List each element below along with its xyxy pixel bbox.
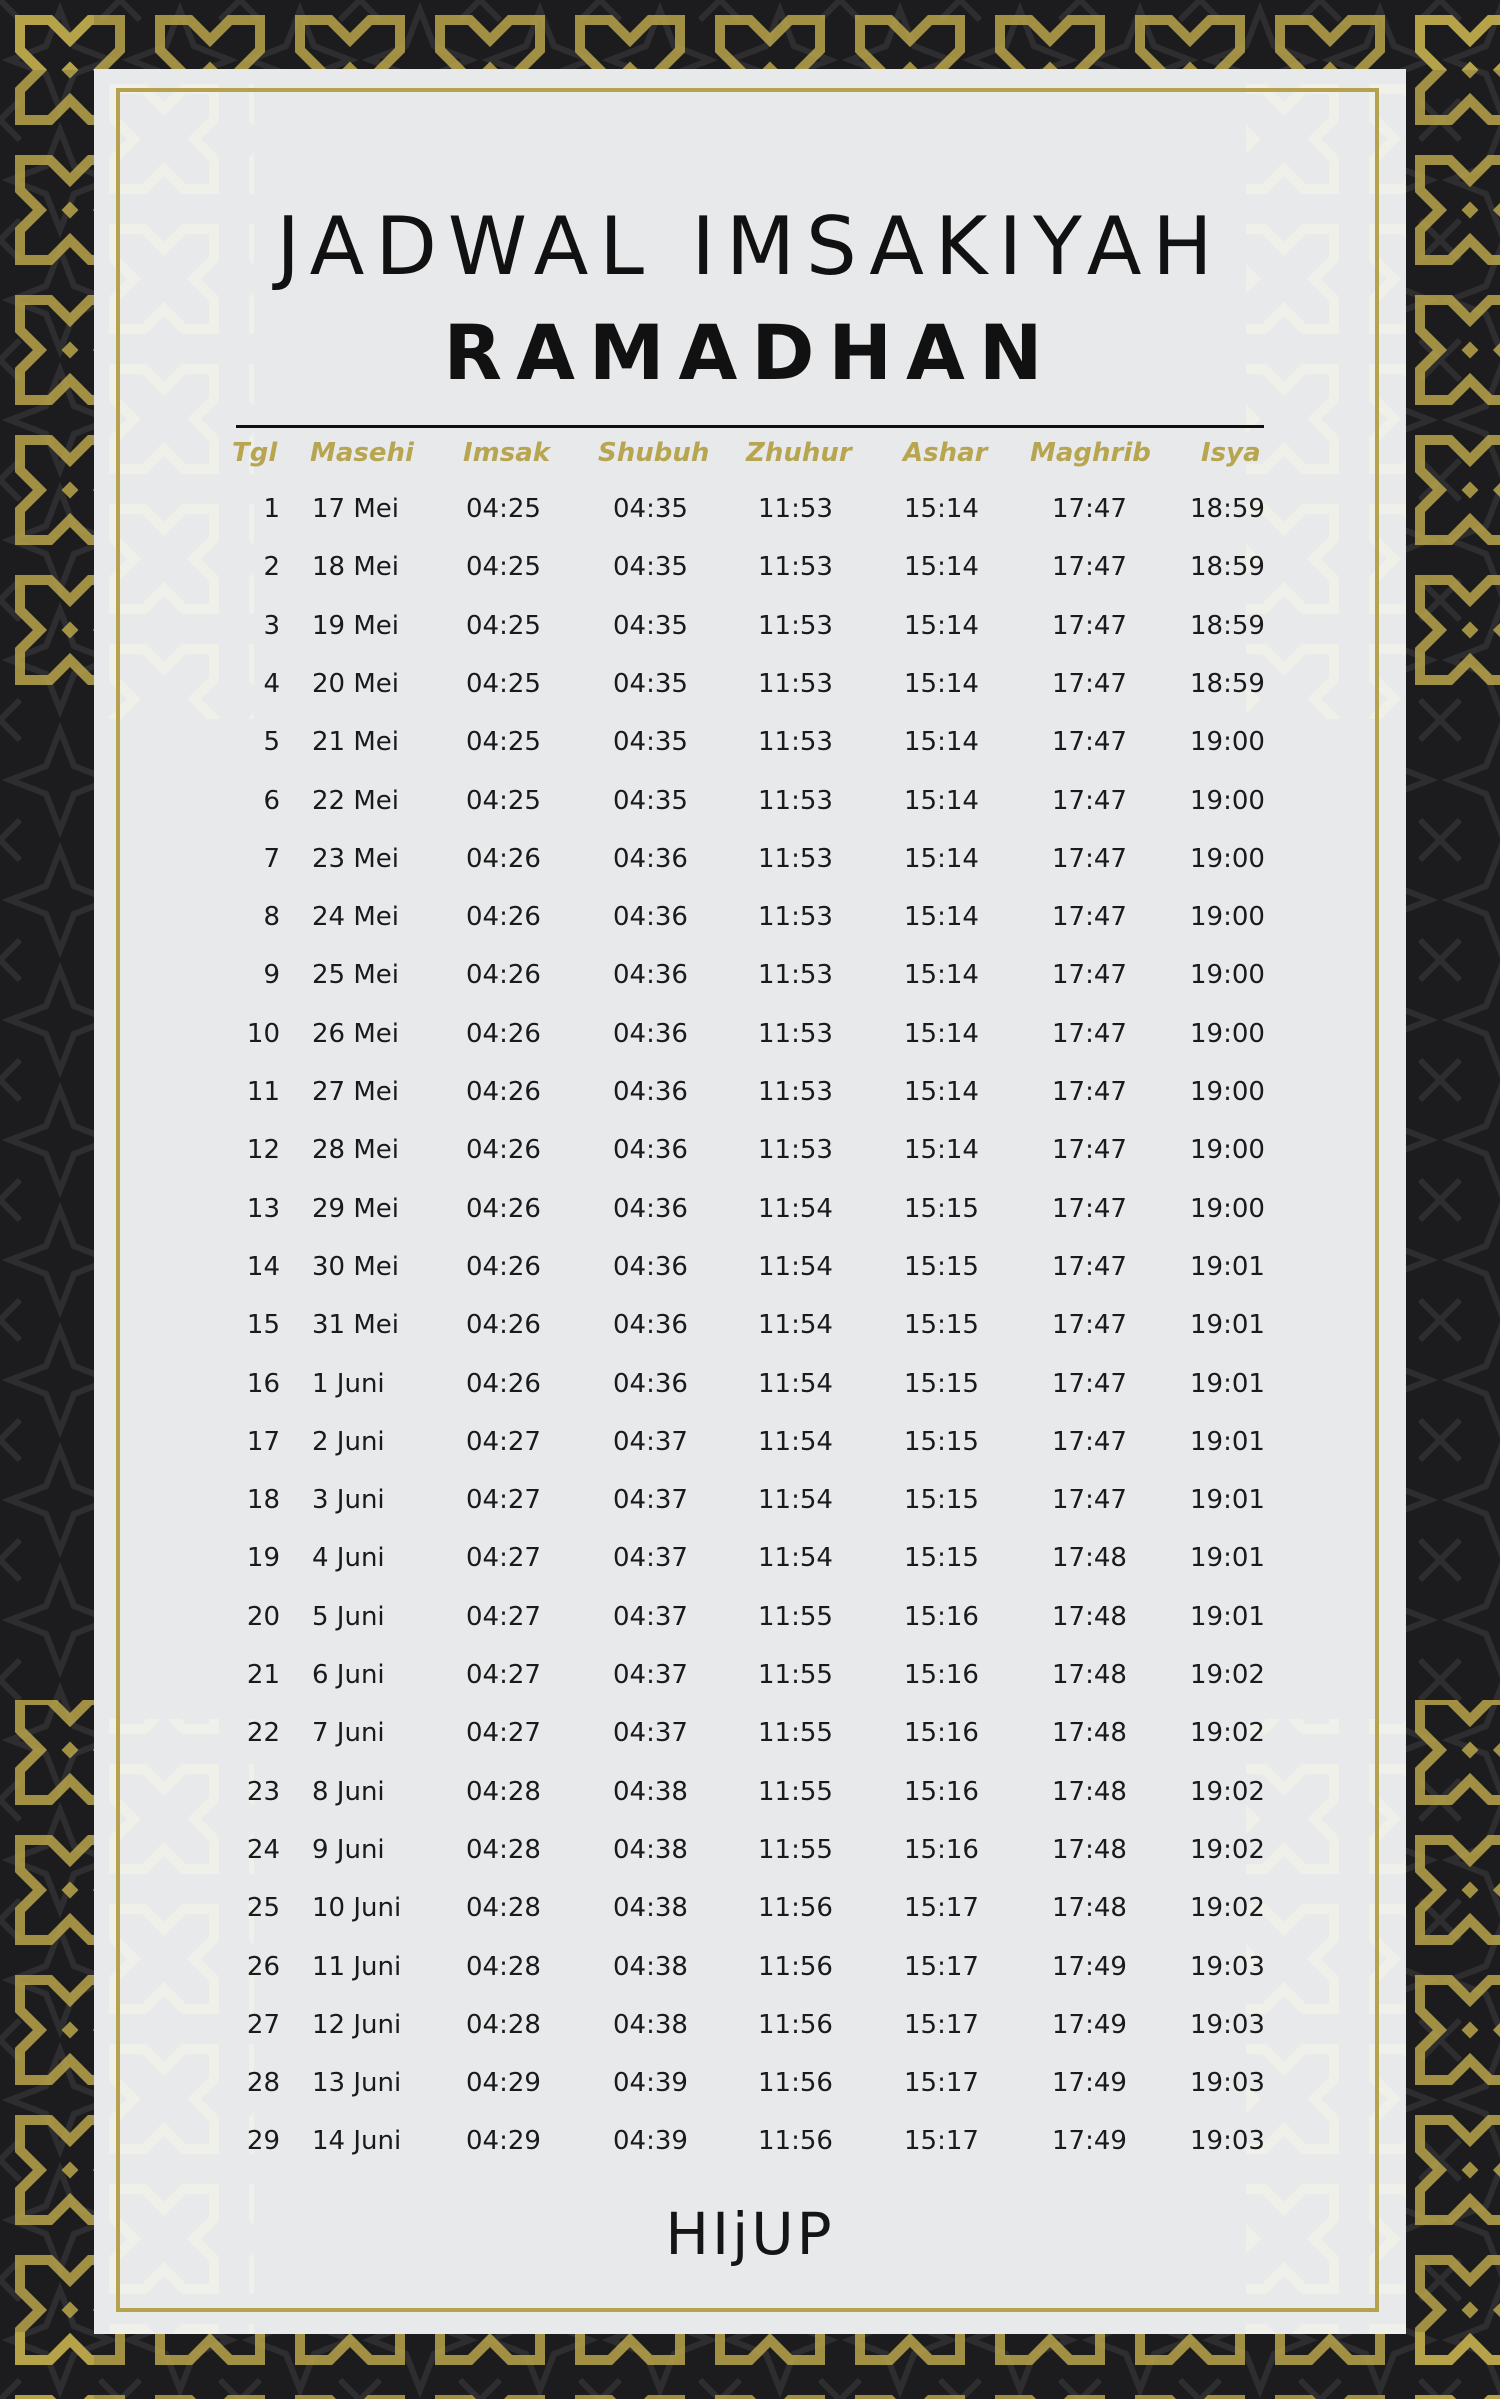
cell-maghrib: 17:47 bbox=[1052, 902, 1127, 932]
cell-maghrib: 17:49 bbox=[1052, 1952, 1127, 1982]
hijup-logo: HIjUP bbox=[665, 2200, 835, 2268]
cell-imsak: 04:26 bbox=[466, 1194, 541, 1224]
cell-ashar: 15:14 bbox=[904, 844, 979, 874]
cell-imsak: 04:25 bbox=[466, 611, 541, 641]
cell-shubuh: 04:39 bbox=[613, 2068, 688, 2098]
cell-zhuhur: 11:53 bbox=[758, 669, 833, 699]
cell-masehi: 6 Juni bbox=[312, 1660, 385, 1690]
cell-zhuhur: 11:55 bbox=[758, 1718, 833, 1748]
cell-isya: 19:02 bbox=[1190, 1835, 1265, 1865]
cell-shubuh: 04:35 bbox=[613, 669, 688, 699]
cell-masehi: 20 Mei bbox=[312, 669, 400, 699]
cell-isya: 19:03 bbox=[1190, 2068, 1265, 2098]
cell-imsak: 04:26 bbox=[466, 844, 541, 874]
cell-shubuh: 04:37 bbox=[613, 1660, 688, 1690]
cell-maghrib: 17:47 bbox=[1052, 727, 1127, 757]
cell-zhuhur: 11:54 bbox=[758, 1543, 833, 1573]
cell-shubuh: 04:37 bbox=[613, 1602, 688, 1632]
cell-isya: 19:03 bbox=[1190, 2010, 1265, 2040]
cell-ashar: 15:15 bbox=[904, 1252, 979, 1282]
cell-ashar: 15:16 bbox=[904, 1602, 979, 1632]
cell-isya: 18:59 bbox=[1190, 611, 1265, 641]
cell-shubuh: 04:36 bbox=[613, 1310, 688, 1340]
cell-maghrib: 17:48 bbox=[1052, 1602, 1127, 1632]
cell-ashar: 15:15 bbox=[904, 1194, 979, 1224]
cell-shubuh: 04:35 bbox=[613, 611, 688, 641]
cell-maghrib: 17:47 bbox=[1052, 960, 1127, 990]
cell-ashar: 15:15 bbox=[904, 1310, 979, 1340]
cell-masehi: 28 Mei bbox=[312, 1135, 400, 1165]
cell-masehi: 11 Juni bbox=[312, 1952, 402, 1982]
cell-imsak: 04:29 bbox=[466, 2126, 541, 2156]
cell-zhuhur: 11:53 bbox=[758, 1135, 833, 1165]
cell-zhuhur: 11:55 bbox=[758, 1602, 833, 1632]
cell-maghrib: 17:47 bbox=[1052, 844, 1127, 874]
cell-tgl: 1 bbox=[263, 494, 280, 524]
cell-tgl: 4 bbox=[263, 669, 280, 699]
cell-tgl: 18 bbox=[246, 1485, 280, 1515]
cell-zhuhur: 11:53 bbox=[758, 844, 833, 874]
cell-isya: 19:01 bbox=[1190, 1543, 1265, 1573]
cell-imsak: 04:29 bbox=[466, 2068, 541, 2098]
cell-imsak: 04:27 bbox=[466, 1602, 541, 1632]
cell-tgl: 7 bbox=[263, 844, 280, 874]
cell-shubuh: 04:38 bbox=[613, 1893, 688, 1923]
cell-shubuh: 04:37 bbox=[613, 1543, 688, 1573]
cell-imsak: 04:27 bbox=[466, 1543, 541, 1573]
cell-imsak: 04:28 bbox=[466, 1893, 541, 1923]
cell-masehi: 26 Mei bbox=[312, 1019, 400, 1049]
cell-isya: 19:00 bbox=[1190, 902, 1265, 932]
cell-tgl: 13 bbox=[246, 1194, 280, 1224]
cell-maghrib: 17:48 bbox=[1052, 1777, 1127, 1807]
cell-zhuhur: 11:56 bbox=[758, 2126, 833, 2156]
cell-tgl: 5 bbox=[263, 727, 280, 757]
cell-masehi: 25 Mei bbox=[312, 960, 400, 990]
cell-masehi: 12 Juni bbox=[312, 2010, 402, 2040]
cell-tgl: 21 bbox=[246, 1660, 280, 1690]
cell-masehi: 4 Juni bbox=[312, 1543, 385, 1573]
cell-masehi: 8 Juni bbox=[312, 1777, 385, 1807]
cell-tgl: 29 bbox=[246, 2126, 280, 2156]
cell-maghrib: 17:48 bbox=[1052, 1893, 1127, 1923]
cell-isya: 19:00 bbox=[1190, 1135, 1265, 1165]
cell-maghrib: 17:47 bbox=[1052, 669, 1127, 699]
cell-masehi: 21 Mei bbox=[312, 727, 400, 757]
cell-masehi: 24 Mei bbox=[312, 902, 400, 932]
cell-ashar: 15:16 bbox=[904, 1835, 979, 1865]
cell-isya: 19:01 bbox=[1190, 1252, 1265, 1282]
cell-ashar: 15:17 bbox=[904, 2010, 979, 2040]
cell-shubuh: 04:36 bbox=[613, 844, 688, 874]
cell-imsak: 04:26 bbox=[466, 1369, 541, 1399]
cell-ashar: 15:14 bbox=[904, 960, 979, 990]
cell-maghrib: 17:48 bbox=[1052, 1835, 1127, 1865]
cell-tgl: 2 bbox=[263, 552, 280, 582]
cell-imsak: 04:27 bbox=[466, 1427, 541, 1457]
cell-tgl: 15 bbox=[246, 1310, 280, 1340]
cell-ashar: 15:17 bbox=[904, 1893, 979, 1923]
cell-imsak: 04:27 bbox=[466, 1660, 541, 1690]
cell-masehi: 14 Juni bbox=[312, 2126, 402, 2156]
cell-tgl: 25 bbox=[246, 1893, 280, 1923]
cell-imsak: 04:28 bbox=[466, 2010, 541, 2040]
cell-isya: 18:59 bbox=[1190, 494, 1265, 524]
cell-zhuhur: 11:54 bbox=[758, 1252, 833, 1282]
cell-masehi: 18 Mei bbox=[312, 552, 400, 582]
column-header-masehi: Masehi bbox=[310, 438, 414, 468]
cell-maghrib: 17:47 bbox=[1052, 611, 1127, 641]
cell-masehi: 7 Juni bbox=[312, 1718, 385, 1748]
cell-imsak: 04:25 bbox=[466, 786, 541, 816]
cell-imsak: 04:27 bbox=[466, 1485, 541, 1515]
cell-zhuhur: 11:55 bbox=[758, 1660, 833, 1690]
cell-maghrib: 17:47 bbox=[1052, 552, 1127, 582]
cell-tgl: 8 bbox=[263, 902, 280, 932]
cell-maghrib: 17:49 bbox=[1052, 2010, 1127, 2040]
cell-masehi: 30 Mei bbox=[312, 1252, 400, 1282]
cell-isya: 19:00 bbox=[1190, 1194, 1265, 1224]
cell-isya: 19:02 bbox=[1190, 1777, 1265, 1807]
cell-shubuh: 04:38 bbox=[613, 1835, 688, 1865]
cell-imsak: 04:26 bbox=[466, 1019, 541, 1049]
cell-masehi: 13 Juni bbox=[312, 2068, 402, 2098]
cell-zhuhur: 11:56 bbox=[758, 1952, 833, 1982]
cell-isya: 19:01 bbox=[1190, 1310, 1265, 1340]
cell-isya: 19:02 bbox=[1190, 1893, 1265, 1923]
cell-maghrib: 17:47 bbox=[1052, 1019, 1127, 1049]
cell-masehi: 5 Juni bbox=[312, 1602, 385, 1632]
cell-tgl: 27 bbox=[246, 2010, 280, 2040]
cell-isya: 19:00 bbox=[1190, 786, 1265, 816]
cell-zhuhur: 11:53 bbox=[758, 727, 833, 757]
cell-maghrib: 17:47 bbox=[1052, 1485, 1127, 1515]
cell-shubuh: 04:36 bbox=[613, 960, 688, 990]
cell-maghrib: 17:47 bbox=[1052, 1369, 1127, 1399]
cell-masehi: 23 Mei bbox=[312, 844, 400, 874]
cell-isya: 19:00 bbox=[1190, 844, 1265, 874]
cell-zhuhur: 11:56 bbox=[758, 2010, 833, 2040]
cell-tgl: 6 bbox=[263, 786, 280, 816]
cell-tgl: 23 bbox=[246, 1777, 280, 1807]
cell-ashar: 15:14 bbox=[904, 727, 979, 757]
cell-imsak: 04:25 bbox=[466, 494, 541, 524]
column-header-imsak: Imsak bbox=[463, 438, 551, 468]
cell-zhuhur: 11:53 bbox=[758, 786, 833, 816]
cell-ashar: 15:17 bbox=[904, 2068, 979, 2098]
cell-zhuhur: 11:56 bbox=[758, 1893, 833, 1923]
title-ramadhan: RAMADHAN bbox=[443, 308, 1057, 397]
cell-zhuhur: 11:54 bbox=[758, 1369, 833, 1399]
cell-shubuh: 04:38 bbox=[613, 1777, 688, 1807]
cell-maghrib: 17:48 bbox=[1052, 1660, 1127, 1690]
cell-masehi: 31 Mei bbox=[312, 1310, 400, 1340]
cell-shubuh: 04:35 bbox=[613, 786, 688, 816]
cell-maghrib: 17:47 bbox=[1052, 1135, 1127, 1165]
cell-masehi: 19 Mei bbox=[312, 611, 400, 641]
cell-masehi: 10 Juni bbox=[312, 1893, 402, 1923]
cell-imsak: 04:28 bbox=[466, 1835, 541, 1865]
cell-isya: 19:03 bbox=[1190, 1952, 1265, 1982]
cell-imsak: 04:26 bbox=[466, 1077, 541, 1107]
cell-shubuh: 04:37 bbox=[613, 1485, 688, 1515]
cell-zhuhur: 11:53 bbox=[758, 552, 833, 582]
cell-shubuh: 04:36 bbox=[613, 1019, 688, 1049]
cell-tgl: 11 bbox=[246, 1077, 280, 1107]
column-header-tgl: Tgl bbox=[232, 438, 278, 468]
cell-isya: 19:01 bbox=[1190, 1369, 1265, 1399]
cell-masehi: 27 Mei bbox=[312, 1077, 400, 1107]
cell-masehi: 3 Juni bbox=[312, 1485, 385, 1515]
cell-shubuh: 04:36 bbox=[613, 1252, 688, 1282]
cell-imsak: 04:26 bbox=[466, 902, 541, 932]
prayer-schedule-table bbox=[94, 69, 1406, 2334]
cell-zhuhur: 11:54 bbox=[758, 1310, 833, 1340]
cell-isya: 19:01 bbox=[1190, 1485, 1265, 1515]
cell-ashar: 15:14 bbox=[904, 669, 979, 699]
cell-ashar: 15:15 bbox=[904, 1543, 979, 1573]
cell-isya: 19:01 bbox=[1190, 1602, 1265, 1632]
cell-shubuh: 04:35 bbox=[613, 727, 688, 757]
cell-zhuhur: 11:53 bbox=[758, 611, 833, 641]
cell-tgl: 12 bbox=[246, 1135, 280, 1165]
cell-tgl: 3 bbox=[263, 611, 280, 641]
column-header-isya: Isya bbox=[1201, 438, 1261, 468]
cell-imsak: 04:25 bbox=[466, 552, 541, 582]
cell-tgl: 9 bbox=[263, 960, 280, 990]
cell-maghrib: 17:47 bbox=[1052, 1194, 1127, 1224]
cell-imsak: 04:28 bbox=[466, 1952, 541, 1982]
cell-shubuh: 04:37 bbox=[613, 1427, 688, 1457]
cell-imsak: 04:26 bbox=[466, 960, 541, 990]
cell-ashar: 15:15 bbox=[904, 1369, 979, 1399]
cell-zhuhur: 11:53 bbox=[758, 1077, 833, 1107]
cell-imsak: 04:27 bbox=[466, 1718, 541, 1748]
cell-shubuh: 04:35 bbox=[613, 552, 688, 582]
column-header-shubuh: Shubuh bbox=[598, 438, 710, 468]
cell-zhuhur: 11:56 bbox=[758, 2068, 833, 2098]
cell-ashar: 15:17 bbox=[904, 1952, 979, 1982]
cell-tgl: 16 bbox=[246, 1369, 280, 1399]
cell-maghrib: 17:48 bbox=[1052, 1718, 1127, 1748]
cell-shubuh: 04:36 bbox=[613, 1369, 688, 1399]
cell-isya: 18:59 bbox=[1190, 552, 1265, 582]
cell-zhuhur: 11:55 bbox=[758, 1835, 833, 1865]
cell-isya: 19:03 bbox=[1190, 2126, 1265, 2156]
cell-isya: 19:02 bbox=[1190, 1718, 1265, 1748]
schedule-card bbox=[94, 69, 1406, 2334]
cell-tgl: 14 bbox=[246, 1252, 280, 1282]
cell-isya: 19:00 bbox=[1190, 1019, 1265, 1049]
title-jadwal-imsakiyah: JADWAL IMSAKIYAH bbox=[276, 200, 1224, 293]
cell-imsak: 04:26 bbox=[466, 1310, 541, 1340]
cell-maghrib: 17:47 bbox=[1052, 1427, 1127, 1457]
cell-imsak: 04:26 bbox=[466, 1135, 541, 1165]
cell-ashar: 15:17 bbox=[904, 2126, 979, 2156]
column-header-ashar: Ashar bbox=[903, 438, 988, 468]
cell-tgl: 19 bbox=[246, 1543, 280, 1573]
cell-imsak: 04:25 bbox=[466, 727, 541, 757]
cell-shubuh: 04:39 bbox=[613, 2126, 688, 2156]
cell-ashar: 15:14 bbox=[904, 786, 979, 816]
cell-maghrib: 17:47 bbox=[1052, 1252, 1127, 1282]
cell-zhuhur: 11:55 bbox=[758, 1777, 833, 1807]
cell-zhuhur: 11:53 bbox=[758, 1019, 833, 1049]
cell-maghrib: 17:49 bbox=[1052, 2068, 1127, 2098]
cell-ashar: 15:14 bbox=[904, 611, 979, 641]
cell-zhuhur: 11:53 bbox=[758, 494, 833, 524]
cell-maghrib: 17:47 bbox=[1052, 1077, 1127, 1107]
cell-masehi: 1 Juni bbox=[312, 1369, 385, 1399]
cell-ashar: 15:15 bbox=[904, 1427, 979, 1457]
cell-maghrib: 17:49 bbox=[1052, 2126, 1127, 2156]
cell-shubuh: 04:35 bbox=[613, 494, 688, 524]
cell-imsak: 04:25 bbox=[466, 669, 541, 699]
cell-ashar: 15:14 bbox=[904, 902, 979, 932]
column-header-zhuhur: Zhuhur bbox=[746, 438, 852, 468]
cell-masehi: 17 Mei bbox=[312, 494, 400, 524]
cell-ashar: 15:14 bbox=[904, 494, 979, 524]
cell-ashar: 15:16 bbox=[904, 1718, 979, 1748]
cell-masehi: 22 Mei bbox=[312, 786, 400, 816]
cell-ashar: 15:16 bbox=[904, 1777, 979, 1807]
cell-tgl: 17 bbox=[246, 1427, 280, 1457]
cell-imsak: 04:28 bbox=[466, 1777, 541, 1807]
cell-shubuh: 04:36 bbox=[613, 1194, 688, 1224]
cell-shubuh: 04:36 bbox=[613, 1077, 688, 1107]
cell-shubuh: 04:37 bbox=[613, 1718, 688, 1748]
cell-ashar: 15:15 bbox=[904, 1485, 979, 1515]
cell-tgl: 28 bbox=[246, 2068, 280, 2098]
cell-maghrib: 17:47 bbox=[1052, 1310, 1127, 1340]
cell-isya: 19:00 bbox=[1190, 727, 1265, 757]
cell-maghrib: 17:47 bbox=[1052, 786, 1127, 816]
cell-zhuhur: 11:54 bbox=[758, 1427, 833, 1457]
cell-tgl: 26 bbox=[246, 1952, 280, 1982]
cell-masehi: 2 Juni bbox=[312, 1427, 385, 1457]
cell-ashar: 15:14 bbox=[904, 1019, 979, 1049]
cell-maghrib: 17:47 bbox=[1052, 494, 1127, 524]
cell-shubuh: 04:36 bbox=[613, 1135, 688, 1165]
cell-imsak: 04:26 bbox=[466, 1252, 541, 1282]
cell-isya: 19:00 bbox=[1190, 960, 1265, 990]
cell-ashar: 15:14 bbox=[904, 552, 979, 582]
cell-shubuh: 04:38 bbox=[613, 1952, 688, 1982]
cell-tgl: 10 bbox=[246, 1019, 280, 1049]
cell-shubuh: 04:36 bbox=[613, 902, 688, 932]
cell-isya: 19:02 bbox=[1190, 1660, 1265, 1690]
column-header-maghrib: Maghrib bbox=[1030, 438, 1151, 468]
cell-masehi: 9 Juni bbox=[312, 1835, 385, 1865]
cell-ashar: 15:14 bbox=[904, 1135, 979, 1165]
cell-isya: 19:01 bbox=[1190, 1427, 1265, 1457]
cell-isya: 19:00 bbox=[1190, 1077, 1265, 1107]
cell-isya: 18:59 bbox=[1190, 669, 1265, 699]
cell-zhuhur: 11:53 bbox=[758, 960, 833, 990]
cell-maghrib: 17:48 bbox=[1052, 1543, 1127, 1573]
cell-tgl: 20 bbox=[246, 1602, 280, 1632]
cell-tgl: 24 bbox=[246, 1835, 280, 1865]
cell-ashar: 15:16 bbox=[904, 1660, 979, 1690]
cell-zhuhur: 11:54 bbox=[758, 1485, 833, 1515]
cell-shubuh: 04:38 bbox=[613, 2010, 688, 2040]
cell-tgl: 22 bbox=[246, 1718, 280, 1748]
cell-ashar: 15:14 bbox=[904, 1077, 979, 1107]
cell-zhuhur: 11:54 bbox=[758, 1194, 833, 1224]
cell-masehi: 29 Mei bbox=[312, 1194, 400, 1224]
cell-zhuhur: 11:53 bbox=[758, 902, 833, 932]
